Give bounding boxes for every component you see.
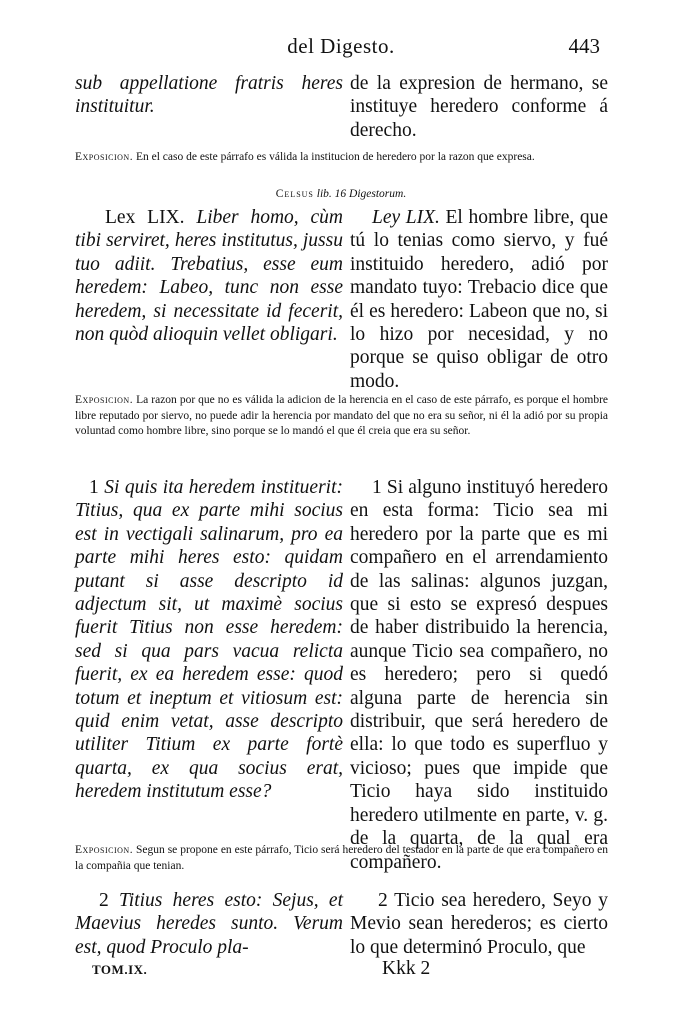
exposition-note-2	[75, 393, 608, 440]
latin-paragraph-2	[75, 889, 343, 959]
exposition-text: En el caso de este párrafo es válida la institucion de heredero por la razon que expresa.	[135, 151, 535, 163]
spanish-paragraph-text: Si alguno instituyó heredero en esta forma: Ticio sea mi heredero por la parte que es mi compañero en el arrendamiento de las salinas: algunos juzgan, que si esto se expresó despues de haber distribuido la herencia, aunque Ticio sea compañero, no es heredero; pero si quedó alguna parte de herencia sin distribuir, que será heredero de ella: lo que todo es superfluo y vicioso; pues que impide que Ticio haya sido instituido heredero utilmente en parte, v. g. de la quarta, de la qual era compañero.	[350, 477, 608, 873]
paragraph-number: 1	[89, 477, 99, 498]
exposition-text: La razon por que no es válida la adicion de la herencia en el caso de este párrafo, es porque el hombre libre reputado por siervo, no puede adir la herencia por mandato del que no era su señor, ni él la adió por su propia voluntad como hombre libre, sino porque se lo mandó el que él creia que era su señor.	[75, 394, 609, 437]
spanish-law-text: El hombre libre, que tú lo tenias como siervo, y fué instituido heredero, adió por mandato tuyo: Trebacio dice que él es heredero: Labeon que no, si lo hizo por necesidad, y no porque se quiso obligar de otro modo.	[350, 207, 608, 392]
exposition-heading: Exposicion.	[75, 844, 134, 856]
spanish-paragraph-1	[350, 476, 608, 874]
volume-signature: TOM.IX.	[92, 962, 148, 977]
latin-paragraph-1	[75, 476, 343, 804]
source-author: Celsus	[275, 188, 314, 200]
source-citation	[0, 188, 682, 200]
spanish-law-59	[350, 206, 608, 393]
spanish-paragraph-2	[350, 889, 608, 959]
exposition-note-1	[75, 150, 608, 166]
spanish-text-block1: de la expresion de hermano, se instituye heredero conforme á derecho.	[350, 73, 608, 141]
exposition-heading: Exposicion.	[75, 394, 134, 406]
latin-law-text: Liber homo, cùm tibi serviret, heres institutus, jussu tuo adiit. Trebatius, esse eum heredem: Labeo, tunc non esse heredem, si necessitate id fecerit, non quòd alioquin vellet obligari.	[75, 207, 344, 346]
exposition-text: Segun se propone en este párrafo, Ticio será heredero del testador en la parte de que era compañero en la compañia que tenian.	[75, 844, 608, 872]
source-work: lib. 16 Digestorum.	[316, 188, 407, 200]
running-title: del Digesto.	[287, 34, 395, 58]
exposition-note-3	[75, 843, 608, 874]
spanish-law-heading: Ley LIX.	[372, 207, 440, 228]
sheet-mark: Kkk 2	[382, 958, 431, 979]
spanish-paragraph-text: Ticio sea heredero, Seyo y Mevio sean herederos; es cierto lo que determinó Proculo, que	[350, 890, 608, 958]
page-number: 443	[568, 34, 600, 58]
exposition-heading: Exposicion.	[75, 151, 134, 163]
latin-law-59	[75, 206, 343, 346]
paragraph-number: 2	[99, 890, 109, 911]
latin-law-heading: Lex LIX.	[105, 207, 185, 228]
paragraph-number: 2	[378, 890, 388, 911]
latin-text-block1: sub appellatione fratris heres instituitur.	[75, 73, 343, 118]
paragraph-number: 1	[372, 477, 382, 498]
latin-paragraph-text: Titius heres esto: Sejus, et Maevius heredes sunto. Verum est, quod Proculo pla-	[75, 890, 344, 958]
latin-paragraph-text: Si quis ita heredem instituerit: Titius, qua ex parte mihi socius est in vectigali salinarum, pro ea parte mihi heres esto: quidam putant si asse descripto id adjectum sit, ut maximè socius fuerit Titius non esse heredem: sed si qua pars vacua relicta fuerit, ex ea heredem esse: quod totum et ineptum et vitiosum est: quid enim vetat, asse descripto utiliter Titium ex parte fortè quarta, ex qua socius erat, heredem institutum esse?	[75, 477, 343, 803]
